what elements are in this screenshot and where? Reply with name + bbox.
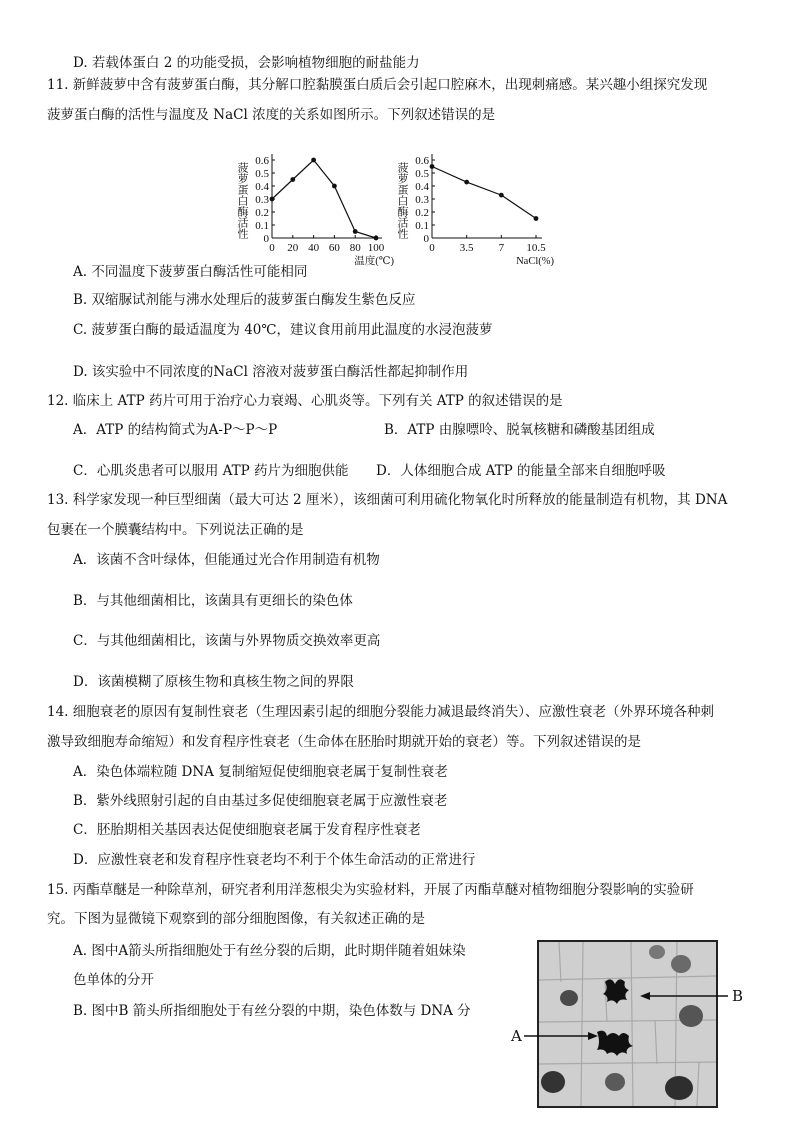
series-line <box>272 160 376 238</box>
y-tick-label: 0.6 <box>415 155 429 167</box>
series-line <box>432 167 536 219</box>
data-point <box>374 236 379 241</box>
option-15a-cont: 色单体的分开 <box>73 972 154 988</box>
option-11b: B. 双缩脲试剂能与沸水处理后的菠萝蛋白酶发生紫色反应 <box>73 292 416 308</box>
data-point <box>499 193 504 198</box>
y-tick-label: 0.1 <box>415 220 429 232</box>
data-point <box>311 158 316 163</box>
y-tick-label: 0.4 <box>255 181 269 193</box>
label-a: A <box>511 1027 522 1045</box>
y-tick-label: 0.3 <box>415 194 429 206</box>
label-b: B <box>732 987 744 1005</box>
y-tick-label: 0.6 <box>255 155 269 167</box>
x-tick-label: 20 <box>287 242 299 254</box>
temperature-activity-chart <box>234 144 396 266</box>
question-15-stem: 15. 丙酯草醚是一种除草剂，研究者利用洋葱根尖为实验材料，开展了丙酯草醚对植物细胞分裂影响的实验研 <box>47 882 694 898</box>
y-tick-label: 0 <box>423 233 429 245</box>
option-12d: D．人体细胞合成 ATP 的能量全部来自细胞呼吸 <box>376 463 666 479</box>
x-tick-label: 80 <box>349 242 361 254</box>
option-14c: C．胚胎期相关基因表达促使细胞衰老属于发育程序性衰老 <box>73 822 421 838</box>
y-tick-label: 0.1 <box>255 220 269 232</box>
chart-temperature-svg <box>234 144 396 266</box>
question-13-stem: 13. 科学家发现一种巨型细菌（最大可达 2 厘米），该细菌可利用硫化物氧化时所释放的能量制造有机物，其 DNA <box>47 492 728 508</box>
data-point <box>430 164 435 169</box>
option-13c: C．与其他细菌相比，该菌与外界物质交换效率更高 <box>73 633 381 649</box>
question-14-stem: 14. 细胞衰老的原因有复制性衰老（生理因素引起的细胞分裂能力减退最终消失）、应激性衰老（外界环境各种刺 <box>47 704 715 720</box>
option-13b: B．与其他细菌相比，该菌具有更细长的染色体 <box>73 593 353 609</box>
data-point <box>534 216 539 221</box>
data-point <box>353 229 358 234</box>
y-tick-label: 0.2 <box>255 207 269 219</box>
x-tick-label: 3.5 <box>459 242 474 254</box>
option-14b: B．紫外线照射引起的自由基过多促使细胞衰老属于应激性衰老 <box>73 793 448 809</box>
data-point <box>464 180 469 185</box>
question-14-stem-cont: 激导致细胞寿命缩短）和发育程序性衰老（生命体在胚胎时期就开始的衰老）等。下列叙述错误的是 <box>47 734 641 750</box>
option-14d: D．应激性衰老和发育程序性衰老均不利于个体生命活动的正常进行 <box>73 852 476 868</box>
y-tick-label: 0 <box>263 233 269 245</box>
y-tick-label: 0.4 <box>415 181 429 193</box>
x-tick-label: 7 <box>498 242 505 254</box>
option-11d-prev: D. 若载体蛋白 2 的功能受损，会影响植物细胞的耐盐能力 <box>73 55 420 71</box>
option-14a: A．染色体端粒随 DNA 复制缩短促使细胞衰老属于复制性衰老 <box>73 764 448 780</box>
question-15-stem-cont: 究。下图为显微镜下观察到的部分细胞图像，有关叙述正确的是 <box>47 911 425 927</box>
x-tick-label: 40 <box>308 242 320 254</box>
x-tick-label: 0 <box>269 242 275 254</box>
question-11-stem: 11. 新鲜菠萝中含有菠萝蛋白酶，其分解口腔黏膜蛋白质后会引起口腔麻木，出现刺痛感。某兴趣小组探究发现 <box>47 77 708 93</box>
x-axis-label: NaCl(%) <box>516 256 554 266</box>
x-tick-label: 10.5 <box>526 242 546 254</box>
question-11-stem-cont: 菠萝蛋白酶的活性与温度及 NaCl 浓度的关系如图所示。下列叙述错误的是 <box>47 107 496 123</box>
chart-nacl-svg <box>394 144 556 266</box>
micrograph-arrows <box>500 980 760 1050</box>
y-tick-label: 0.5 <box>255 168 269 180</box>
x-tick-label: 100 <box>367 242 385 254</box>
option-11a: A. 不同温度下菠萝蛋白酶活性可能相同 <box>73 264 308 280</box>
option-15b: B. 图中B 箭头所指细胞处于有丝分裂的中期，染色体数与 DNA 分 <box>73 1003 471 1019</box>
y-axis-label: 菠萝蛋白酶活性 <box>236 162 248 239</box>
option-12b: B．ATP 由腺嘌呤、脱氧核糖和磷酸基团组成 <box>384 422 655 438</box>
option-11c: C. 菠萝蛋白酶的最适温度为 40℃，建议食用前用此温度的水浸泡菠萝 <box>73 322 493 338</box>
question-12-stem: 12. 临床上 ATP 药片可用于治疗心力衰竭、心肌炎等。下列有关 ATP 的叙述错误的是 <box>47 393 563 409</box>
x-axis-label: 温度(℃) <box>354 256 394 266</box>
option-13a: A．该菌不含叶绿体，但能通过光合作用制造有机物 <box>73 552 380 568</box>
option-11d: D. 该实验中不同浓度的NaCl 溶液对菠萝蛋白酶活性都起抑制作用 <box>73 364 469 380</box>
option-12a: A．ATP 的结构简式为A-P～P～P <box>73 422 278 438</box>
x-tick-label: 0 <box>429 242 435 254</box>
option-15a: A. 图中A箭头所指细胞处于有丝分裂的后期，此时期伴随着姐妹染 <box>73 943 466 959</box>
option-12c: C．心肌炎患者可以服用 ATP 药片为细胞供能 <box>73 463 349 479</box>
x-tick-label: 60 <box>328 242 340 254</box>
option-13d: D．该菌模糊了原核生物和真核生物之间的界限 <box>73 674 354 690</box>
question-13-stem-cont: 包裹在一个膜囊结构中。下列说法正确的是 <box>47 522 304 538</box>
y-axis-label: 菠萝蛋白酶活性 <box>396 162 408 239</box>
data-point <box>332 184 337 189</box>
data-point <box>270 197 275 202</box>
arrow-a-head <box>588 1032 598 1040</box>
y-tick-label: 0.2 <box>415 207 429 219</box>
y-tick-label: 0.3 <box>255 194 269 206</box>
data-point <box>290 177 295 182</box>
arrow-b-head <box>640 992 650 1000</box>
y-tick-label: 0.5 <box>415 168 429 180</box>
nacl-activity-chart <box>394 144 556 266</box>
